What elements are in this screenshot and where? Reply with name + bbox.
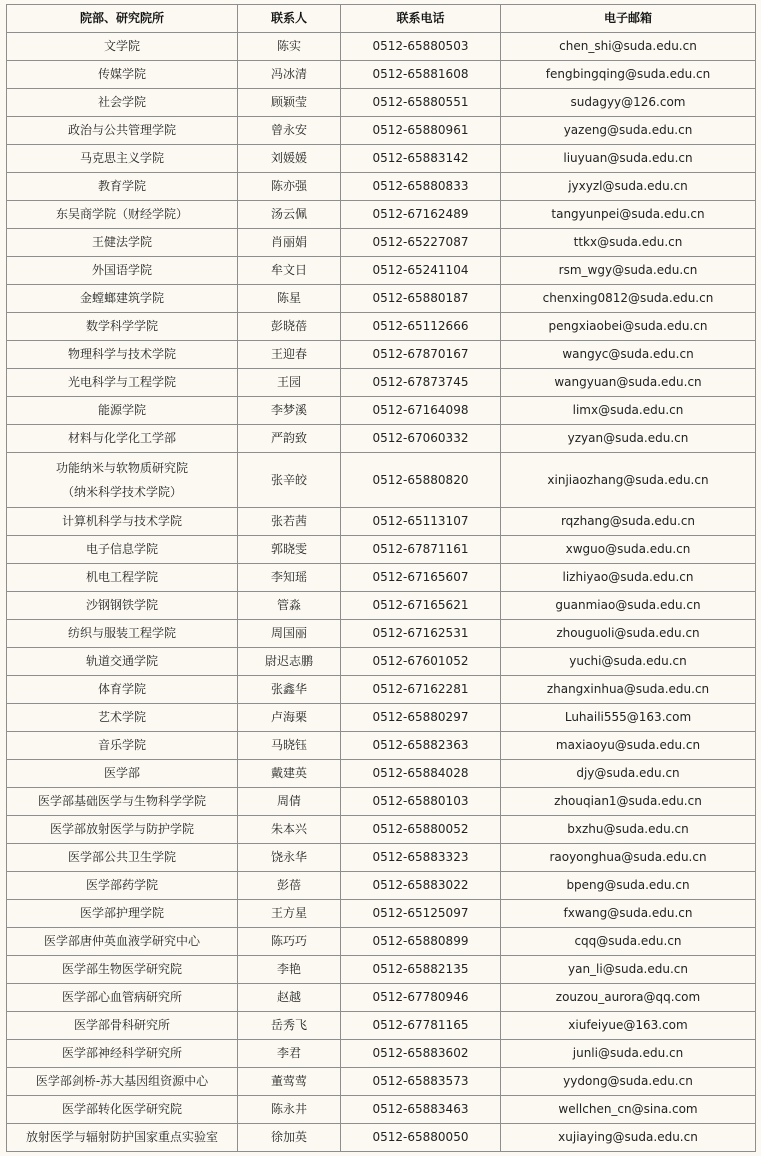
institute-name-line: 医学部剑桥-苏大基因组资源中心	[35, 1074, 209, 1088]
cell-phone: 0512-67781165	[341, 1012, 501, 1040]
institute-name-line: 能源学院	[97, 403, 146, 417]
table-row	[7, 760, 756, 788]
cell-contact: 戴建英	[238, 760, 341, 788]
institute-name-line: 医学部公共卫生学院	[67, 850, 176, 864]
institute-name-line: 体育学院	[97, 682, 146, 696]
institute-name-line: 医学部骨科研究所	[73, 1018, 170, 1032]
institute-name-line: 音乐学院	[97, 738, 146, 752]
cell-email: bxzhu@suda.edu.cn	[501, 816, 756, 844]
cell-contact: 王方星	[238, 900, 341, 928]
table-row	[7, 201, 756, 229]
table-row	[7, 313, 756, 341]
cell-contact: 马晓钰	[238, 732, 341, 760]
table-row	[7, 592, 756, 620]
cell-phone: 0512-65880833	[341, 173, 501, 201]
cell-institute	[7, 676, 238, 704]
cell-email: lizhiyao@suda.edu.cn	[501, 564, 756, 592]
cell-contact: 陈永井	[238, 1096, 341, 1124]
institute-name-line: 沙钢钢铁学院	[85, 598, 158, 612]
header-contact: 联系人	[238, 5, 341, 33]
cell-phone: 0512-65880961	[341, 117, 501, 145]
institute-name-line: 功能纳米与软物质研究院	[55, 461, 188, 475]
cell-contact: 张若茜	[238, 508, 341, 536]
cell-phone: 0512-67165607	[341, 564, 501, 592]
cell-institute	[7, 117, 238, 145]
cell-contact: 饶永华	[238, 844, 341, 872]
cell-email: tangyunpei@suda.edu.cn	[501, 201, 756, 229]
table-row	[7, 564, 756, 592]
cell-email: bpeng@suda.edu.cn	[501, 872, 756, 900]
cell-institute	[7, 928, 238, 956]
cell-contact: 周国丽	[238, 620, 341, 648]
table-row	[7, 676, 756, 704]
cell-institute	[7, 173, 238, 201]
cell-institute	[7, 900, 238, 928]
table-row	[7, 704, 756, 732]
institute-name-line: 轨道交通学院	[85, 654, 158, 668]
cell-phone: 0512-65881608	[341, 61, 501, 89]
table-row	[7, 1040, 756, 1068]
cell-email: yydong@suda.edu.cn	[501, 1068, 756, 1096]
cell-email: chenxing0812@suda.edu.cn	[501, 285, 756, 313]
cell-contact: 岳秀飞	[238, 1012, 341, 1040]
table-row	[7, 145, 756, 173]
cell-phone: 0512-65241104	[341, 257, 501, 285]
table-row	[7, 928, 756, 956]
table-row	[7, 453, 756, 508]
cell-contact: 徐加英	[238, 1124, 341, 1152]
institute-name-line: 材料与化学化工学部	[67, 431, 176, 445]
cell-phone: 0512-65884028	[341, 760, 501, 788]
cell-contact: 郭晓雯	[238, 536, 341, 564]
cell-contact: 牟文日	[238, 257, 341, 285]
institute-name-line: 医学部神经科学研究所	[61, 1046, 182, 1060]
table-header	[7, 5, 756, 33]
cell-contact: 冯冰清	[238, 61, 341, 89]
cell-phone: 0512-65882135	[341, 956, 501, 984]
cell-contact: 尉迟志鹏	[238, 648, 341, 676]
cell-email: zhangxinhua@suda.edu.cn	[501, 676, 756, 704]
cell-institute	[7, 313, 238, 341]
cell-institute	[7, 1124, 238, 1152]
cell-email: wangyc@suda.edu.cn	[501, 341, 756, 369]
cell-email: limx@suda.edu.cn	[501, 397, 756, 425]
cell-contact: 肖丽娟	[238, 229, 341, 257]
cell-contact: 陈星	[238, 285, 341, 313]
cell-institute	[7, 1012, 238, 1040]
institute-name-line: 医学部生物医学研究院	[61, 962, 182, 976]
cell-email: zhouqian1@suda.edu.cn	[501, 788, 756, 816]
cell-institute	[7, 564, 238, 592]
cell-email: zhouguoli@suda.edu.cn	[501, 620, 756, 648]
table-row	[7, 397, 756, 425]
cell-email: wellchen_cn@sina.com	[501, 1096, 756, 1124]
cell-institute	[7, 1040, 238, 1068]
cell-email: junli@suda.edu.cn	[501, 1040, 756, 1068]
table-row	[7, 285, 756, 313]
cell-email: yzyan@suda.edu.cn	[501, 425, 756, 453]
cell-phone: 0512-67870167	[341, 341, 501, 369]
cell-contact: 朱本兴	[238, 816, 341, 844]
institute-name-line: 医学部基础医学与生物科学学院	[37, 794, 206, 808]
cell-phone: 0512-67162489	[341, 201, 501, 229]
table-row	[7, 788, 756, 816]
institute-name-line: 医学部心血管病研究所	[61, 990, 182, 1004]
cell-contact: 卢海栗	[238, 704, 341, 732]
cell-institute	[7, 229, 238, 257]
cell-contact: 顾颖莹	[238, 89, 341, 117]
institute-name-line: 计算机科学与技术学院	[61, 514, 182, 528]
header-email: 电子邮箱	[501, 5, 756, 33]
institute-name-line: 医学部	[103, 766, 140, 780]
institute-name-line: 电子信息学院	[85, 542, 158, 556]
cell-contact: 汤云佩	[238, 201, 341, 229]
institute-name-line: 教育学院	[97, 179, 146, 193]
cell-contact: 陈亦强	[238, 173, 341, 201]
cell-phone: 0512-67162281	[341, 676, 501, 704]
institute-name-line: 医学部放射医学与防护学院	[49, 822, 194, 836]
table-row	[7, 984, 756, 1012]
cell-email: pengxiaobei@suda.edu.cn	[501, 313, 756, 341]
institute-name-line: 文学院	[103, 39, 140, 53]
cell-institute	[7, 732, 238, 760]
cell-phone: 0512-65880503	[341, 33, 501, 61]
table-row	[7, 872, 756, 900]
cell-email: fengbingqing@suda.edu.cn	[501, 61, 756, 89]
cell-institute	[7, 1096, 238, 1124]
institute-name-line: 纺织与服装工程学院	[67, 626, 176, 640]
table-body	[7, 33, 756, 1152]
header-phone: 联系电话	[341, 5, 501, 33]
institute-name-line: 光电科学与工程学院	[67, 375, 176, 389]
cell-contact: 王园	[238, 369, 341, 397]
cell-institute	[7, 61, 238, 89]
table-row	[7, 341, 756, 369]
cell-phone: 0512-65883573	[341, 1068, 501, 1096]
cell-institute	[7, 33, 238, 61]
table-row	[7, 33, 756, 61]
institute-name-line: （纳米科学技术学院）	[61, 485, 182, 499]
cell-institute	[7, 788, 238, 816]
cell-contact: 彭蓓	[238, 872, 341, 900]
cell-email: ttkx@suda.edu.cn	[501, 229, 756, 257]
cell-institute	[7, 984, 238, 1012]
cell-contact: 王迎春	[238, 341, 341, 369]
cell-email: yuchi@suda.edu.cn	[501, 648, 756, 676]
institute-name-line: 数学科学学院	[85, 319, 158, 333]
table-row	[7, 956, 756, 984]
table-row	[7, 508, 756, 536]
table-row	[7, 816, 756, 844]
cell-phone: 0512-67780946	[341, 984, 501, 1012]
table-row	[7, 61, 756, 89]
cell-phone: 0512-67164098	[341, 397, 501, 425]
cell-phone: 0512-65880899	[341, 928, 501, 956]
institute-name-line: 医学部药学院	[85, 878, 158, 892]
table-row	[7, 620, 756, 648]
institute-name-line: 医学部唐仲英血液学研究中心	[43, 934, 200, 948]
cell-institute	[7, 816, 238, 844]
cell-phone: 0512-65125097	[341, 900, 501, 928]
cell-email: xwguo@suda.edu.cn	[501, 536, 756, 564]
cell-email: guanmiao@suda.edu.cn	[501, 592, 756, 620]
cell-email: yan_li@suda.edu.cn	[501, 956, 756, 984]
table-row	[7, 117, 756, 145]
table-row	[7, 173, 756, 201]
cell-phone: 0512-67871161	[341, 536, 501, 564]
cell-phone: 0512-65880052	[341, 816, 501, 844]
institute-name-line: 物理科学与技术学院	[67, 347, 176, 361]
institute-name-line: 金螳螂建筑学院	[79, 291, 164, 305]
cell-institute	[7, 704, 238, 732]
table-row	[7, 732, 756, 760]
cell-institute	[7, 341, 238, 369]
cell-institute	[7, 201, 238, 229]
cell-contact: 周倩	[238, 788, 341, 816]
cell-institute	[7, 620, 238, 648]
cell-phone: 0512-65883022	[341, 872, 501, 900]
cell-institute	[7, 592, 238, 620]
header-institute: 院部、研究院所	[7, 5, 238, 33]
cell-institute	[7, 508, 238, 536]
table-row	[7, 229, 756, 257]
table-row	[7, 369, 756, 397]
cell-email: rsm_wgy@suda.edu.cn	[501, 257, 756, 285]
cell-phone: 0512-65880187	[341, 285, 501, 313]
cell-contact: 陈巧巧	[238, 928, 341, 956]
cell-email: jyxyzl@suda.edu.cn	[501, 173, 756, 201]
cell-institute	[7, 760, 238, 788]
cell-contact: 李艳	[238, 956, 341, 984]
cell-contact: 刘媛媛	[238, 145, 341, 173]
cell-phone: 0512-65880551	[341, 89, 501, 117]
cell-phone: 0512-67162531	[341, 620, 501, 648]
cell-institute	[7, 145, 238, 173]
institute-name-line: 马克思主义学院	[79, 151, 164, 165]
cell-phone: 0512-65227087	[341, 229, 501, 257]
cell-email: cqq@suda.edu.cn	[501, 928, 756, 956]
cell-email: fxwang@suda.edu.cn	[501, 900, 756, 928]
cell-phone: 0512-67165621	[341, 592, 501, 620]
cell-institute	[7, 397, 238, 425]
cell-institute	[7, 956, 238, 984]
cell-phone: 0512-65883142	[341, 145, 501, 173]
institute-name-line: 王健法学院	[91, 235, 152, 249]
cell-phone: 0512-65883463	[341, 1096, 501, 1124]
cell-contact: 陈实	[238, 33, 341, 61]
cell-contact: 赵越	[238, 984, 341, 1012]
cell-email: liuyuan@suda.edu.cn	[501, 145, 756, 173]
cell-email: xujiaying@suda.edu.cn	[501, 1124, 756, 1152]
cell-contact: 彭晓蓓	[238, 313, 341, 341]
cell-institute	[7, 285, 238, 313]
cell-contact: 李知瑶	[238, 564, 341, 592]
cell-phone: 0512-65882363	[341, 732, 501, 760]
table-row	[7, 257, 756, 285]
cell-contact: 李君	[238, 1040, 341, 1068]
table-row	[7, 536, 756, 564]
cell-email: raoyonghua@suda.edu.cn	[501, 844, 756, 872]
cell-institute	[7, 369, 238, 397]
cell-institute	[7, 89, 238, 117]
cell-institute	[7, 844, 238, 872]
cell-email: zouzou_aurora@qq.com	[501, 984, 756, 1012]
cell-phone: 0512-65883323	[341, 844, 501, 872]
cell-contact: 严韵致	[238, 425, 341, 453]
cell-email: wangyuan@suda.edu.cn	[501, 369, 756, 397]
cell-phone: 0512-65880297	[341, 704, 501, 732]
cell-phone: 0512-65880820	[341, 453, 501, 508]
header-row	[7, 5, 756, 33]
cell-phone: 0512-67601052	[341, 648, 501, 676]
cell-email: sudagyy@126.com	[501, 89, 756, 117]
cell-contact: 曾永安	[238, 117, 341, 145]
cell-email: maxiaoyu@suda.edu.cn	[501, 732, 756, 760]
table-row	[7, 648, 756, 676]
cell-contact: 张鑫华	[238, 676, 341, 704]
institute-name-line: 政治与公共管理学院	[67, 123, 176, 137]
cell-contact: 张辛皎	[238, 453, 341, 508]
institute-name-line: 社会学院	[97, 95, 146, 109]
cell-phone: 0512-65880050	[341, 1124, 501, 1152]
institute-name-line: 医学部转化医学研究院	[61, 1102, 182, 1116]
cell-email: chen_shi@suda.edu.cn	[501, 33, 756, 61]
cell-contact: 管淼	[238, 592, 341, 620]
cell-email: xiufeiyue@163.com	[501, 1012, 756, 1040]
cell-institute	[7, 872, 238, 900]
table-row	[7, 900, 756, 928]
institute-name-line: 医学部护理学院	[79, 906, 164, 920]
cell-phone: 0512-65880103	[341, 788, 501, 816]
institute-name-line: 传媒学院	[97, 67, 146, 81]
table-row	[7, 89, 756, 117]
cell-email: rqzhang@suda.edu.cn	[501, 508, 756, 536]
cell-email: djy@suda.edu.cn	[501, 760, 756, 788]
institute-name-line: 机电工程学院	[85, 570, 158, 584]
cell-institute	[7, 1068, 238, 1096]
table-row	[7, 425, 756, 453]
cell-institute	[7, 453, 238, 508]
table-row	[7, 1012, 756, 1040]
institute-name-line: 外国语学院	[91, 263, 152, 277]
table-row	[7, 844, 756, 872]
institute-name-line: 东吴商学院（财经学院）	[55, 207, 188, 221]
table-row	[7, 1124, 756, 1152]
table-row	[7, 1096, 756, 1124]
contact-table	[6, 4, 756, 1152]
cell-contact: 李梦溪	[238, 397, 341, 425]
cell-institute	[7, 257, 238, 285]
table-row	[7, 1068, 756, 1096]
cell-email: yazeng@suda.edu.cn	[501, 117, 756, 145]
cell-phone: 0512-65112666	[341, 313, 501, 341]
cell-phone: 0512-65883602	[341, 1040, 501, 1068]
cell-institute	[7, 648, 238, 676]
cell-institute	[7, 536, 238, 564]
cell-email: xinjiaozhang@suda.edu.cn	[501, 453, 756, 508]
cell-contact: 董莺莺	[238, 1068, 341, 1096]
cell-phone: 0512-67873745	[341, 369, 501, 397]
cell-email: Luhaili555@163.com	[501, 704, 756, 732]
cell-institute	[7, 425, 238, 453]
institute-name-line: 放射医学与辐射防护国家重点实验室	[25, 1130, 218, 1144]
institute-name-line: 艺术学院	[97, 710, 146, 724]
cell-phone: 0512-65113107	[341, 508, 501, 536]
cell-phone: 0512-67060332	[341, 425, 501, 453]
